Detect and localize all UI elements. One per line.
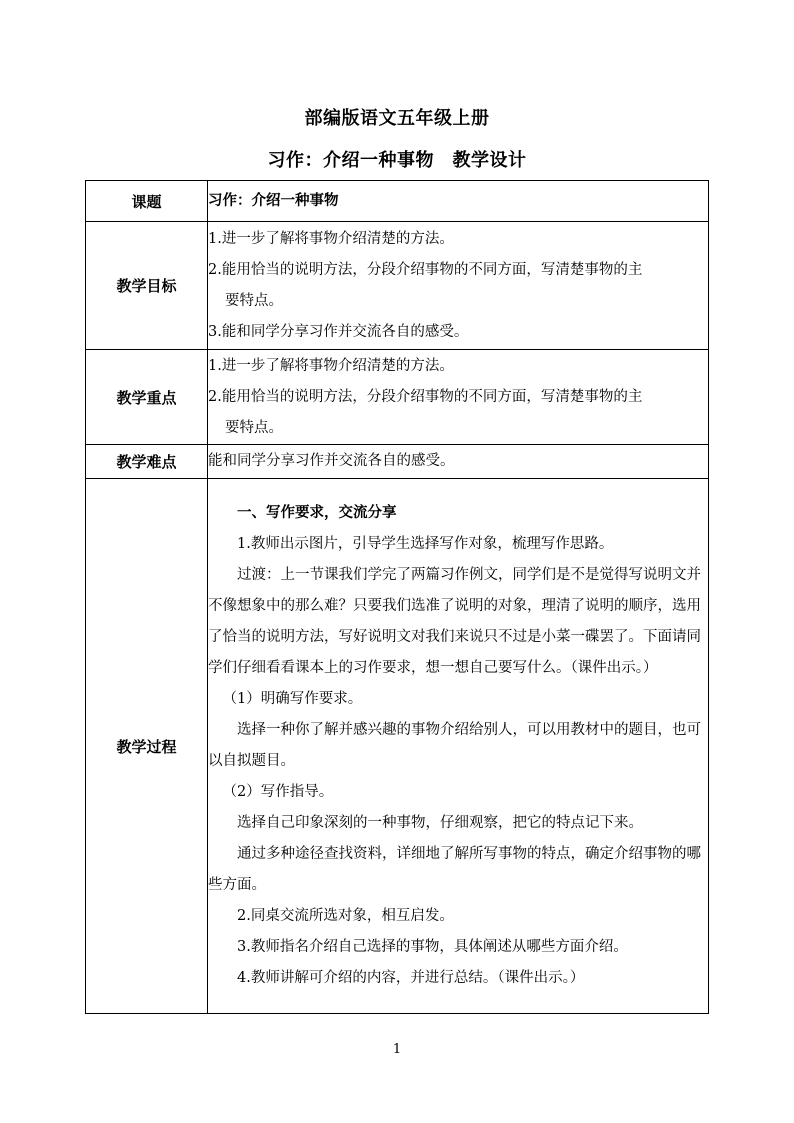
goal-item: 1.进一步了解将事物介绍清楚的方法。 <box>208 230 454 247</box>
row-key-points <box>86 350 709 445</box>
process-step: 1.教师出示图片，引导学生选择写作对象，梳理写作思路。 <box>237 536 614 552</box>
process-label: 教学过程 <box>86 479 208 1014</box>
goal-item: 要特点。 <box>225 292 283 309</box>
process-transition: 过渡：上一节课我们学完了两篇习作例文，同学们是不是觉得写说明文并不像想象中的那么难？只要我们选准了说明的对象，理清了说明的顺序，选用了恰当的说明方法，写好说明文对我们来说只不过是小菜一碟罢了。下面请同学们仔细看看课本上的习作要求，想一想自己要写什么。（课件出示。） <box>208 567 701 676</box>
topic-cell <box>208 181 709 222</box>
process-subheading: （1）明确写作要求。 <box>222 691 363 707</box>
goals-cell <box>208 222 709 350</box>
row-difficulty <box>86 445 709 479</box>
key-point-item: 1.进一步了解将事物介绍清楚的方法。 <box>208 357 454 374</box>
goal-item: 2.能用恰当的说明方法，分段介绍事物的不同方面，写清楚事物的主 <box>208 261 643 278</box>
process-step: 4.教师讲解可介绍的内容，并进行总结。（课件出示。） <box>237 970 585 986</box>
topic-value: 习作：介绍一种事物 <box>208 192 339 209</box>
lesson-plan-table <box>85 180 709 1014</box>
row-goals <box>86 222 709 350</box>
topic-label: 课题 <box>86 181 208 222</box>
process-step: 3.教师指名介绍自己选择的事物，具体阐述从哪些方面介绍。 <box>237 939 628 955</box>
difficulty-cell <box>208 445 709 479</box>
page-number: 1 <box>392 1042 402 1057</box>
difficulty-label: 教学难点 <box>86 445 208 479</box>
key-point-item: 2.能用恰当的说明方法，分段介绍事物的不同方面，写清楚事物的主 <box>208 388 643 405</box>
difficulty-text: 能和同学分享习作并交流各自的感受。 <box>208 453 455 469</box>
goal-item: 3.能和同学分享习作并交流各自的感受。 <box>208 323 469 340</box>
key-points-cell <box>208 350 709 445</box>
row-topic <box>86 181 709 222</box>
process-cell <box>208 479 709 1014</box>
process-step: 2.同桌交流所选对象，相互启发。 <box>237 908 454 924</box>
document-subtitle: 习作：介绍一种事物 教学设计 <box>267 150 527 171</box>
row-process <box>86 479 709 1014</box>
process-heading: 一、写作要求，交流分享 <box>237 505 397 521</box>
process-paragraph: 通过多种途径查找资料，详细地了解所写事物的特点，确定介绍事物的哪些方面。 <box>208 846 701 893</box>
key-point-item: 要特点。 <box>225 419 283 436</box>
key-points-label: 教学重点 <box>86 350 208 445</box>
process-paragraph: 选择自己印象深刻的一种事物，仔细观察，把它的特点记下来。 <box>237 815 643 831</box>
process-paragraph: 选择一种你了解并感兴趣的事物介绍给别人，可以用教材中的题目，也可以自拟题目。 <box>208 722 701 769</box>
goals-label: 教学目标 <box>86 222 208 350</box>
document-title: 部编版语文五年级上册 <box>304 108 490 129</box>
process-subheading: （2）写作指导。 <box>222 784 334 800</box>
